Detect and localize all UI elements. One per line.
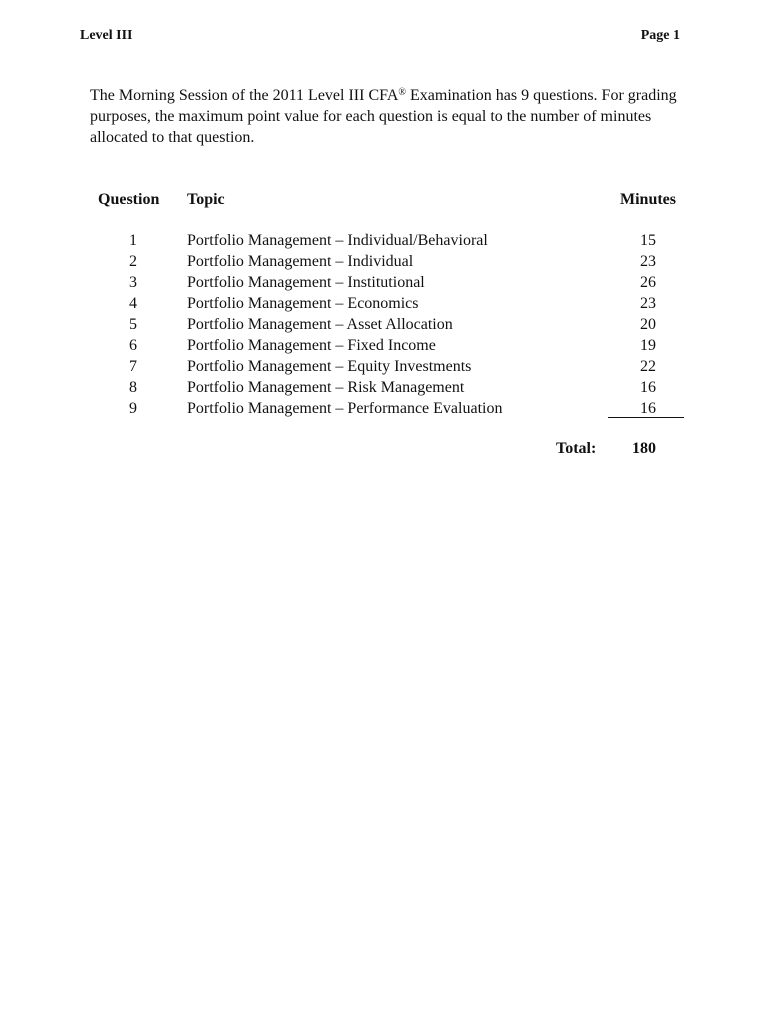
table-row xyxy=(0,398,768,419)
intro-text-end: Examination has 9 questions. xyxy=(406,87,598,104)
header-page-number: Page 1 xyxy=(640,28,680,43)
question-table xyxy=(0,189,768,419)
row-minutes: 20 xyxy=(640,316,656,333)
table-header-row xyxy=(0,189,768,210)
table-row xyxy=(0,272,768,293)
row-question: 6 xyxy=(129,337,137,354)
header-topic: Topic xyxy=(187,191,225,208)
row-question: 8 xyxy=(129,379,137,396)
table-row xyxy=(0,293,768,314)
row-question: 1 xyxy=(129,232,137,249)
row-question: 4 xyxy=(129,295,137,312)
header-minutes: Minutes xyxy=(620,191,676,208)
row-question: 7 xyxy=(129,358,137,375)
registered-trademark: ® xyxy=(398,87,407,98)
row-topic: Portfolio Management – Performance Evaluation xyxy=(187,400,503,417)
table-row xyxy=(0,251,768,272)
header-question: Question xyxy=(98,191,160,208)
header-level: Level III xyxy=(80,28,133,43)
row-question: 5 xyxy=(129,316,137,333)
table-row xyxy=(0,356,768,377)
row-question: 2 xyxy=(129,253,137,270)
row-question: 3 xyxy=(129,274,137,291)
row-topic: Portfolio Management – Institutional xyxy=(187,274,425,291)
row-topic: Portfolio Management – Risk Management xyxy=(187,379,465,396)
row-topic: Portfolio Management – Individual xyxy=(187,253,414,270)
row-topic: Portfolio Management – Asset Allocation xyxy=(187,316,453,333)
row-minutes: 23 xyxy=(640,295,656,312)
row-minutes: 16 xyxy=(640,400,656,417)
table-row xyxy=(0,335,768,356)
row-minutes: 23 xyxy=(640,253,656,270)
row-minutes: 26 xyxy=(640,274,656,291)
table-row xyxy=(0,230,768,251)
total-label: Total: xyxy=(556,440,597,457)
row-topic: Portfolio Management – Equity Investments xyxy=(187,358,472,375)
intro-text-rest: For grading purposes, the maximum point value for each question is equal to the number of minutes allocated to that question. xyxy=(90,87,677,146)
table-row xyxy=(0,314,768,335)
table-row xyxy=(0,377,768,398)
row-topic: Portfolio Management – Fixed Income xyxy=(187,337,436,354)
intro-paragraph xyxy=(90,85,690,148)
row-topic: Portfolio Management – Economics xyxy=(187,295,419,312)
row-minutes: 15 xyxy=(640,232,656,249)
row-topic: Portfolio Management – Individual/Behavioral xyxy=(187,232,488,249)
row-minutes: 22 xyxy=(640,358,656,375)
total-rule xyxy=(608,417,684,418)
row-question: 9 xyxy=(129,400,137,417)
total-value: 180 xyxy=(632,440,656,457)
row-minutes: 19 xyxy=(640,337,656,354)
intro-text-start: The Morning Session of the 2011 Level III CFA xyxy=(90,87,399,104)
row-minutes: 16 xyxy=(640,379,656,396)
